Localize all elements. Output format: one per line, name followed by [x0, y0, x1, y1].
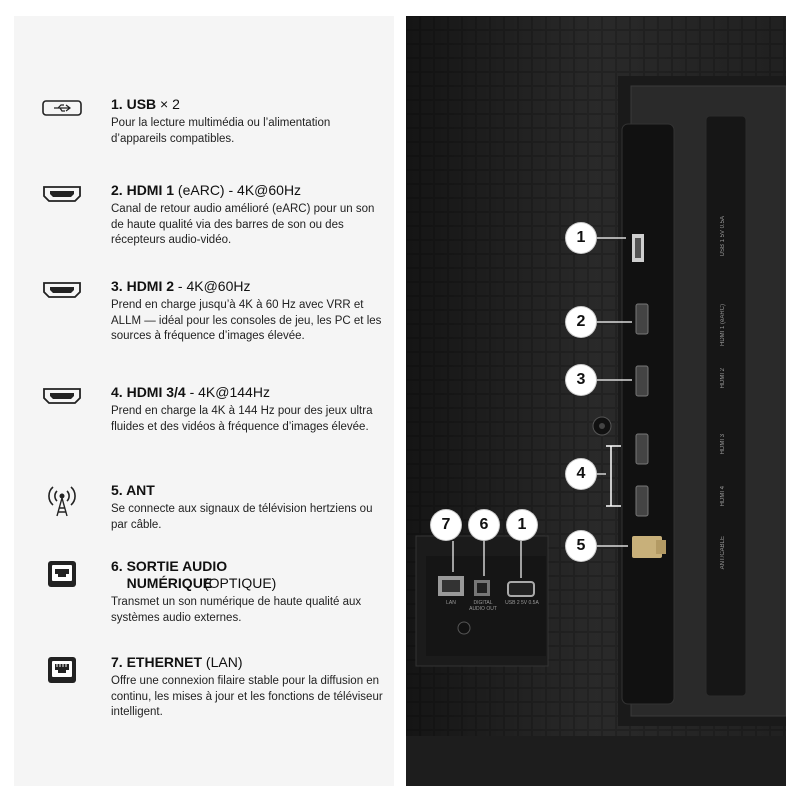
port-description: Prend en charge la 4K à 144 Hz pour des jeux ultra fluides et des vidéos à fréquence d’images élevée.: [111, 405, 373, 433]
badge-4: 4: [566, 459, 596, 489]
badge-1: 1: [566, 223, 596, 253]
port-number: 1.: [111, 96, 123, 112]
badge-6: 6: [469, 510, 499, 540]
port-description: Canal de retour audio amélioré (eARC) pour un son de haute qualité via des barres de son ou des récepteurs audio-vidéo.: [111, 203, 375, 246]
hdmi-icon: [42, 386, 82, 414]
port-spec: (eARC) - 4K@60Hz: [174, 182, 302, 198]
panel-label-hdmi3: HDMI 3: [720, 434, 726, 455]
badge-1-bottom: 1: [507, 510, 537, 540]
port-spec: - 4K@144Hz: [185, 384, 270, 400]
port-spec: (LAN): [202, 654, 243, 670]
port-spec: × 2: [156, 96, 180, 112]
port-description: Se connecte aux signaux de télévision hertziens ou par câble.: [111, 503, 373, 531]
port-name: HDMI 1: [126, 182, 175, 198]
port-description: Prend en charge jusqu’à 4K à 60 Hz avec VRR et ALLM — idéal pour les consoles de jeu, les PC et les sources à fréquence d’images élevée.: [111, 299, 382, 342]
port-name: ETHERNET: [126, 654, 203, 670]
port-number: 5.: [111, 482, 123, 498]
port-spec: - 4K@60Hz: [174, 278, 251, 294]
port-legend-panel: [14, 16, 394, 786]
port-number: 7.: [111, 654, 123, 670]
badge-2: 2: [566, 307, 596, 337]
port-description: Offre une connexion filaire stable pour la diffusion en continu, les mises à jour et les fonctions de téléviseur intelligent.: [111, 675, 383, 718]
port-number: 2.: [111, 182, 123, 198]
hdmi-icon: [42, 184, 82, 212]
port-description: Pour la lecture multimédia ou l’alimentation d’appareils compatibles.: [111, 117, 331, 145]
port-name: SORTIE AUDIO NUMÉRIQUE: [126, 558, 228, 591]
hdmi-icon: [42, 280, 82, 308]
tv-back-illustration: [406, 16, 786, 786]
port-spec: (OPTIQUE): [204, 575, 277, 591]
port-number: 4.: [111, 384, 123, 400]
panel-label-usb1: USB 1 5V 0.5A: [720, 216, 726, 257]
panel-label-hdmi1: HDMI 1 (eARC): [720, 304, 726, 347]
port-name: HDMI 2: [126, 278, 175, 294]
ethernet-icon: [42, 656, 82, 684]
panel-label-digital-audio: DIGITAL AUDIO OUT: [469, 600, 497, 612]
port-number: 3.: [111, 278, 123, 294]
panel-label-lan: LAN: [446, 600, 456, 606]
badge-3: 3: [566, 365, 596, 395]
usb-icon: [42, 98, 82, 126]
tv-back-photo: [406, 16, 786, 786]
optical-icon: [42, 560, 82, 588]
panel-label-ant: ANT/CABLE: [720, 536, 726, 570]
badge-5: 5: [566, 531, 596, 561]
port-name: USB: [126, 96, 157, 112]
port-number: 6.: [111, 558, 123, 574]
port-description: Transmet un son numérique de haute qualité aux systèmes audio externes.: [111, 596, 362, 624]
port-name: ANT: [126, 482, 155, 498]
badge-7: 7: [431, 510, 461, 540]
panel-label-hdmi4: HDMI 4: [720, 486, 726, 507]
port-name: HDMI 3/4: [126, 384, 186, 400]
panel-label-hdmi2: HDMI 2: [720, 368, 726, 389]
antenna-icon: [42, 484, 82, 512]
panel-label-usb2: USB 2 5V 0.5A: [505, 600, 539, 606]
